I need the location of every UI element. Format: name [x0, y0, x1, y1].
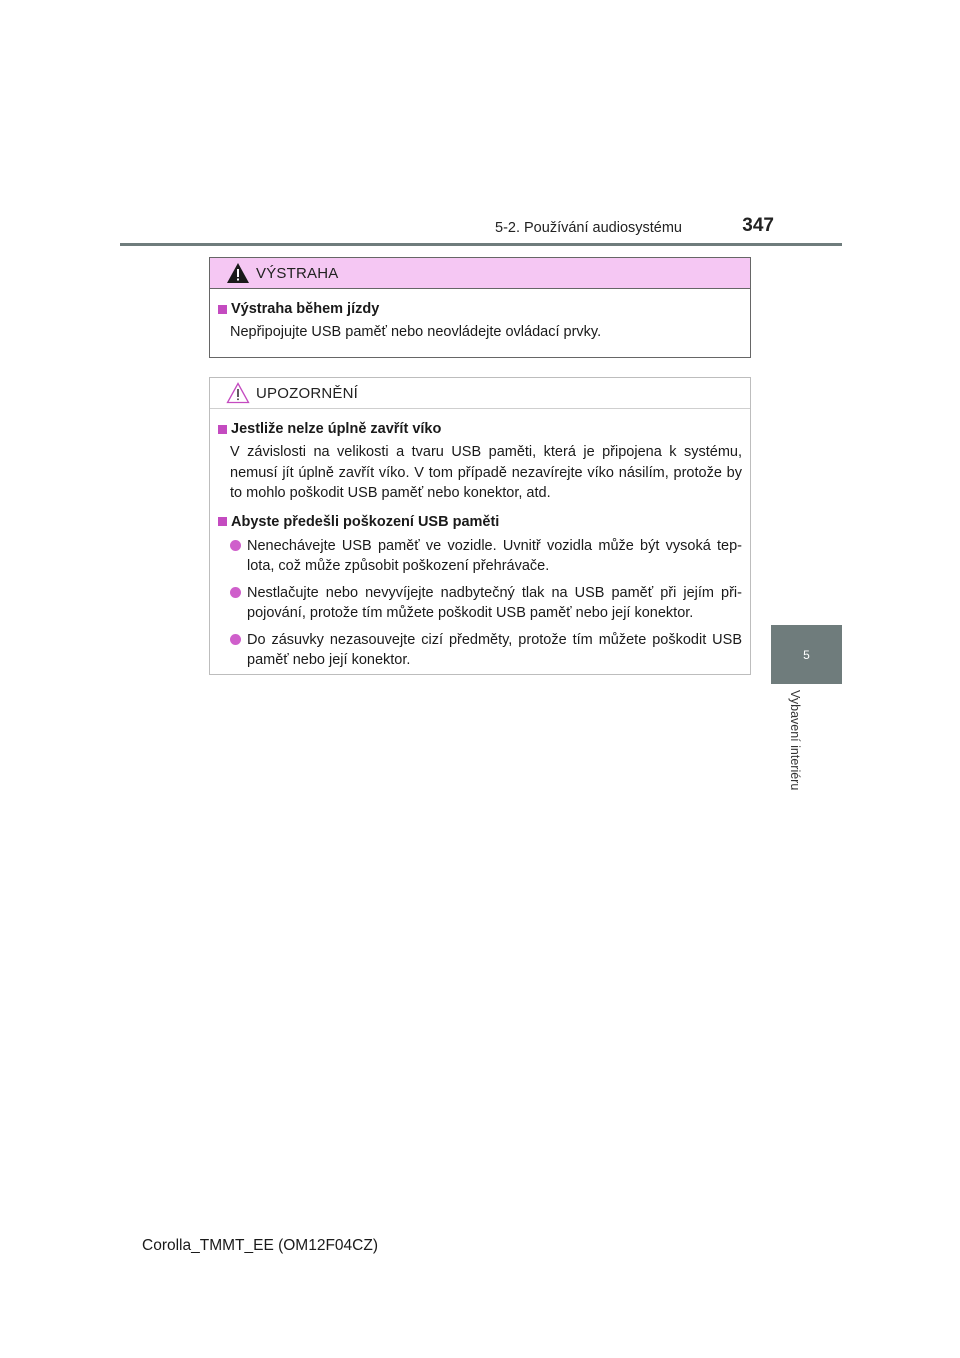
caution-triangle-outline-icon	[226, 382, 250, 404]
circle-bullet-icon	[230, 634, 241, 645]
circle-bullet-icon	[230, 540, 241, 551]
warning-section-text: Nepřipojujte USB paměť nebo neovládejte ovládací prvky.	[230, 324, 602, 340]
caution-section-text: V závislosti na velikosti a tvaru USB paměti, která je připojena k systému, nemusí jít úplně zavřít víko. V tom případě nezavírejte víko násilím, protože by to mohlo poškodit USB paměť nebo konektor, atd.	[230, 444, 742, 501]
chapter-tab	[771, 625, 842, 684]
warning-triangle-filled-icon	[226, 262, 250, 284]
chapter-number: 5	[803, 647, 810, 662]
section-title: 5-2. Používání audiosystému	[495, 220, 682, 236]
circle-bullet-icon	[230, 587, 241, 598]
chapter-title: Vybavení interiéru	[788, 690, 802, 791]
list-item: Nenechávejte USB paměť ve vozidle. Uvnitř vozidla může být vysoká tep-lota, což může způsobit poškození přehrávače.	[230, 536, 742, 577]
caution-section-heading: Abyste předešli poškození USB paměti	[218, 514, 742, 530]
page-number: 347	[742, 215, 774, 236]
square-bullet-icon	[218, 305, 227, 314]
warning-header	[210, 258, 750, 289]
list-item: Do zásuvky nezasouvejte cizí předměty, protože tím můžete poškodit USB paměť nebo její konektor.	[230, 630, 742, 671]
list-item: Nestlačujte nebo nevyvíjejte nadbytečný tlak na USB paměť při jejím při-pojování, protože tím můžete poškodit USB paměť nebo její konektor.	[230, 583, 742, 624]
warning-body	[210, 289, 750, 343]
caution-section-heading: Jestliže nelze úplně zavřít víko	[218, 421, 742, 437]
warning-box	[209, 257, 751, 358]
caution-box	[209, 377, 751, 675]
warning-section-heading: Výstraha během jízdy	[218, 301, 742, 317]
header-divider	[120, 243, 842, 246]
caution-body	[210, 409, 750, 671]
caution-title: UPOZORNĚNÍ	[256, 384, 359, 402]
caution-header	[210, 378, 750, 409]
warning-title: VÝSTRAHA	[256, 264, 339, 282]
square-bullet-icon	[218, 425, 227, 434]
square-bullet-icon	[218, 517, 227, 526]
footer-model: Corolla_TMMT_EE (OM12F04CZ)	[142, 1237, 378, 1254]
chapter-side-label	[788, 690, 802, 820]
